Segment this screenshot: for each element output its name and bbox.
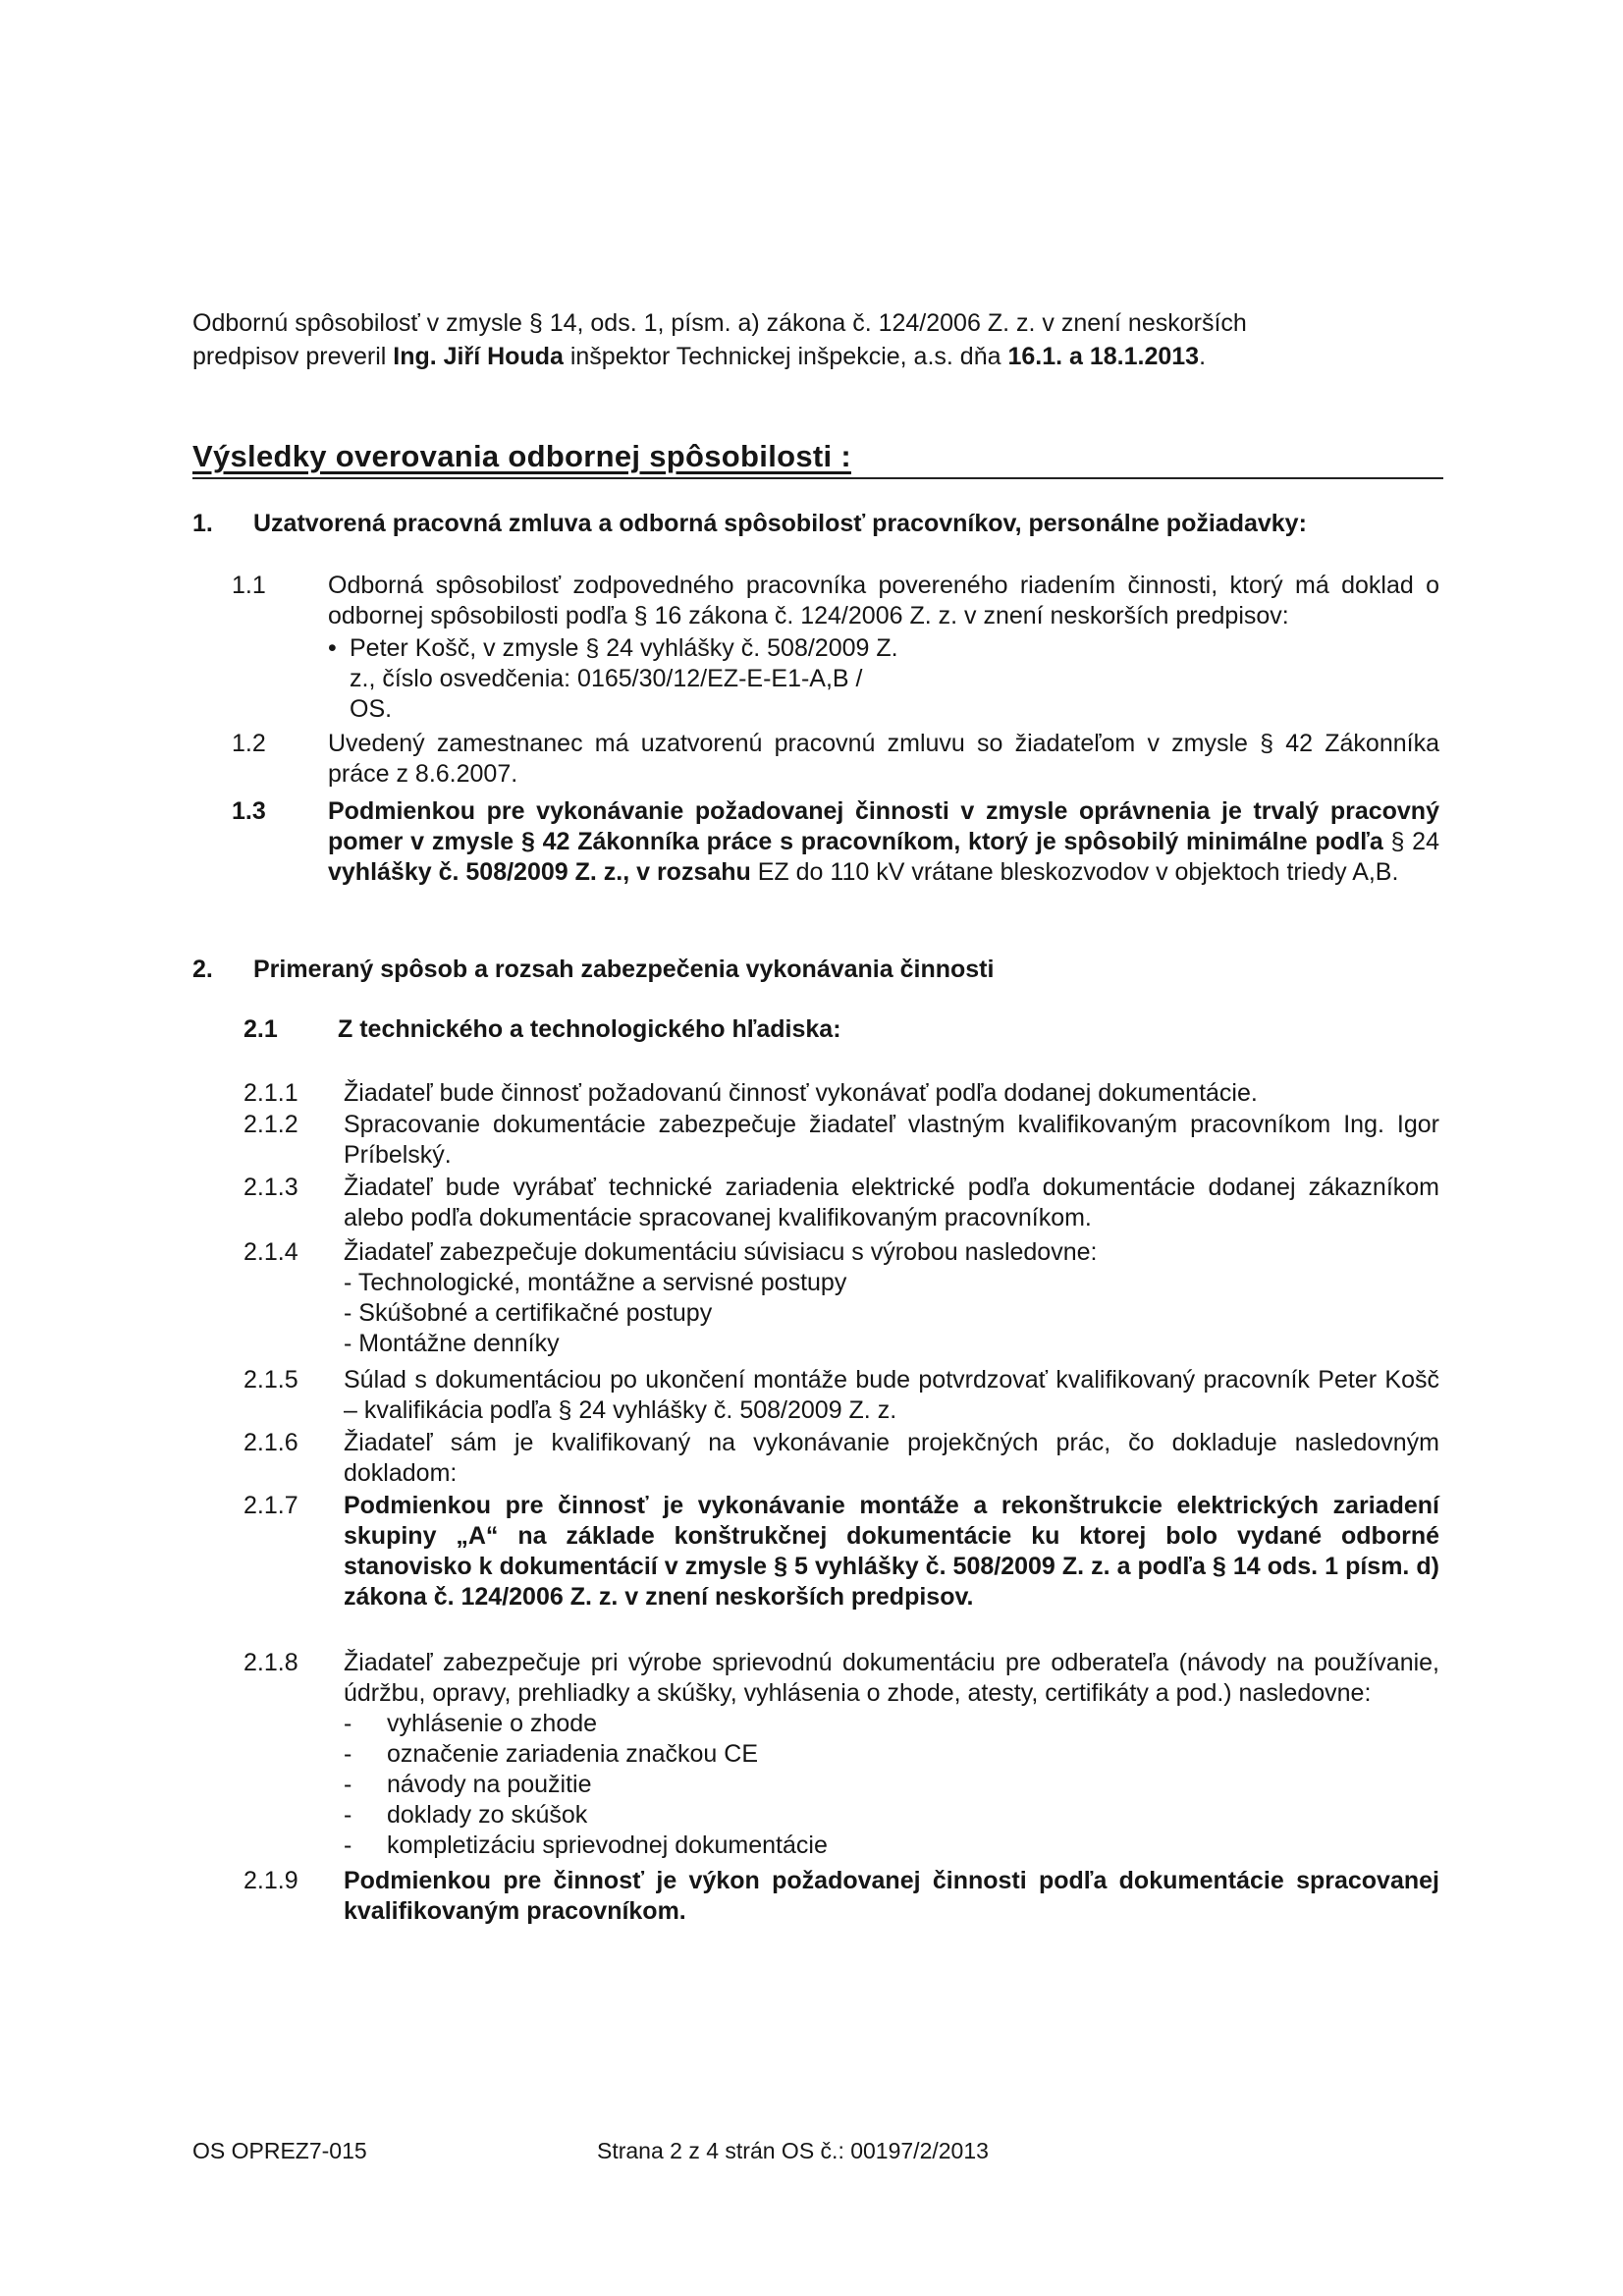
item-number: 2.1.4	[243, 1238, 298, 1266]
list-item: - doklady zo skúšok	[344, 1801, 588, 1829]
item-2-1-6	[243, 1428, 1439, 1489]
results-heading: Výsledky overovania odbornej spôsobilosti :	[192, 439, 851, 473]
item-text: Žiadateľ bude činnosť požadovanú činnosť vykonávať podľa dodanej dokumentácie.	[344, 1079, 1258, 1107]
heading-rule	[192, 477, 1443, 479]
intro-line-1: Odbornú spôsobilosť v zmysle § 14, ods. 1, písm. a) zákona č. 124/2006 Z. z. v znení neskorších	[192, 309, 1247, 337]
footer-page-number: Strana 2 z 4 strán OS č.: 00197/2/2013	[597, 2138, 989, 2163]
item-number: 1.3	[232, 797, 266, 825]
subsection-number: 2.1	[243, 1015, 278, 1043]
item-2-1-3	[243, 1173, 1439, 1233]
item-text: Odborná spôsobilosť zodpovedného pracovníka povereného riadením činnosti, ktorý má doklad o odbornej spôsobilosti podľa § 16 zákona č. 124/2006 Z. z. v znení neskorších predpisov:	[328, 572, 1439, 629]
intro-line-2: predpisov preveril Ing. Jiří Houda inšpektor Technickej inšpekcie, a.s. dňa 16.1. a 18.1.2013.	[192, 343, 1207, 370]
item-text: Uvedený zamestnanec má uzatvorenú pracovnú zmluvu so žiadateľom v zmysle § 42 Zákonníka práce z 8.6.2007.	[328, 730, 1439, 788]
bullet-marker: •	[328, 634, 337, 662]
item-2-1-8	[243, 1648, 1439, 1861]
item-1-2	[232, 729, 1439, 790]
item-text: Podmienkou pre vykonávanie požadovanej činnosti v zmysle oprávnenia je trvalý pracovný pomer v zmysle § 42 Zákonníka práce s pracovníkom, ktorý je spôsobilý minimálne podľa § 24 vyhlášky č. 508/2009 Z. z., v rozsahu EZ do 110 kV vrátane bleskozvodov v objektoch triedy A,B.	[328, 797, 1439, 886]
section-2-title: 2. Primeraný spôsob a rozsah zabezpečenia vykonávania činnosti	[192, 956, 995, 983]
item-2-1-4	[243, 1237, 1439, 1359]
inspector-name: Ing. Jiří Houda	[393, 343, 564, 370]
item-number: 2.1.6	[243, 1429, 298, 1456]
item-number: 2.1.3	[243, 1174, 298, 1201]
item-text: Žiadateľ sám je kvalifikovaný na vykonávanie projekčných prác, čo dokladuje nasledovným dokladom:	[344, 1429, 1439, 1487]
section-number: 2.	[192, 956, 213, 983]
item-number: 1.1	[232, 572, 266, 599]
list-item	[328, 633, 1439, 725]
item-number: 2.1.5	[243, 1366, 298, 1394]
list-item: - Montážne denníky	[344, 1330, 560, 1357]
section-number: 1.	[192, 510, 213, 537]
list-item: - kompletizáciu sprievodnej dokumentácie	[344, 1831, 828, 1859]
list-item: - vyhlásenie o zhode	[344, 1710, 598, 1737]
inspection-dates: 16.1. a 18.1.2013	[1007, 343, 1200, 370]
footer-document-code: OS OPREZ7-015	[192, 2138, 367, 2163]
item-number: 1.2	[232, 730, 266, 757]
item-text: Podmienkou pre činnosť je vykonávanie montáže a rekonštrukcie elektrických zariadení skupiny „A“ na základe konštrukčnej dokumentácie ku ktorej bolo vydané odborné stanovisko k dokumentácií v zmysle § 5 vyhlášky č. 508/2009 Z. z. a podľa § 14 ods. 1 písm. d) zákona č. 124/2006 Z. z. v znení neskorších predpisov.	[344, 1492, 1439, 1611]
item-2-1-7	[243, 1491, 1439, 1613]
intro-paragraph	[192, 306, 1449, 373]
subsection-2-1-title: 2.1 Z technického a technologického hľadiska:	[243, 1015, 841, 1043]
item-2-1-9	[243, 1866, 1439, 1927]
item-text: Podmienkou pre činnosť je výkon požadovanej činnosti podľa dokumentácie spracovanej kvalifikovaným pracovníkom.	[344, 1867, 1439, 1925]
list-item: - návody na použitie	[344, 1771, 592, 1798]
item-text: Spracovanie dokumentácie zabezpečuje žiadateľ vlastným kvalifikovaným pracovníkom Ing. Igor Príbelský.	[344, 1111, 1439, 1169]
bullet-text: Peter Košč, v zmysle § 24 vyhlášky č. 508/2009 Z. z., číslo osvedčenia: 0165/30/12/EZ-E-E1-A,B / OS.	[350, 634, 898, 723]
item-text: Žiadateľ bude vyrábať technické zariadenia elektrické podľa dokumentácie dodanej zákazníkom alebo podľa dokumentácie spracovanej kvalifikovaným pracovníkom.	[344, 1174, 1439, 1231]
list-item: - Skúšobné a certifikačné postupy	[344, 1299, 713, 1327]
section-1-title: 1. Uzatvorená pracovná zmluva a odborná spôsobilosť pracovníkov, personálne požiadavky:	[192, 510, 1307, 537]
item-number: 2.1.7	[243, 1492, 298, 1519]
item-1-3	[232, 796, 1439, 888]
item-text: Žiadateľ zabezpečuje pri výrobe sprievodnú dokumentáciu pre odberateľa (návody na používanie, údržbu, opravy, prehliadky a skúšky, vyhlásenia o zhode, atesty, certifikáty a pod.) nasledovne:	[344, 1649, 1439, 1707]
item-1-1	[232, 571, 1439, 725]
item-number: 2.1.2	[243, 1111, 298, 1138]
list-item: - označenie zariadenia značkou CE	[344, 1740, 759, 1768]
item-text: Súlad s dokumentáciou po ukončení montáže bude potvrdzovať kvalifikovaný pracovník Peter Košč – kvalifikácia podľa § 24 vyhlášky č. 508/2009 Z. z.	[344, 1366, 1439, 1424]
item-text: Žiadateľ zabezpečuje dokumentáciu súvisiacu s výrobou nasledovne:	[344, 1238, 1098, 1266]
item-number: 2.1.1	[243, 1079, 298, 1107]
item-2-1-5	[243, 1365, 1439, 1426]
item-2-1-1	[243, 1078, 1439, 1109]
list-item: - Technologické, montážne a servisné postupy	[344, 1269, 847, 1296]
item-number: 2.1.9	[243, 1867, 298, 1894]
item-number: 2.1.8	[243, 1649, 298, 1676]
item-2-1-2	[243, 1110, 1439, 1171]
